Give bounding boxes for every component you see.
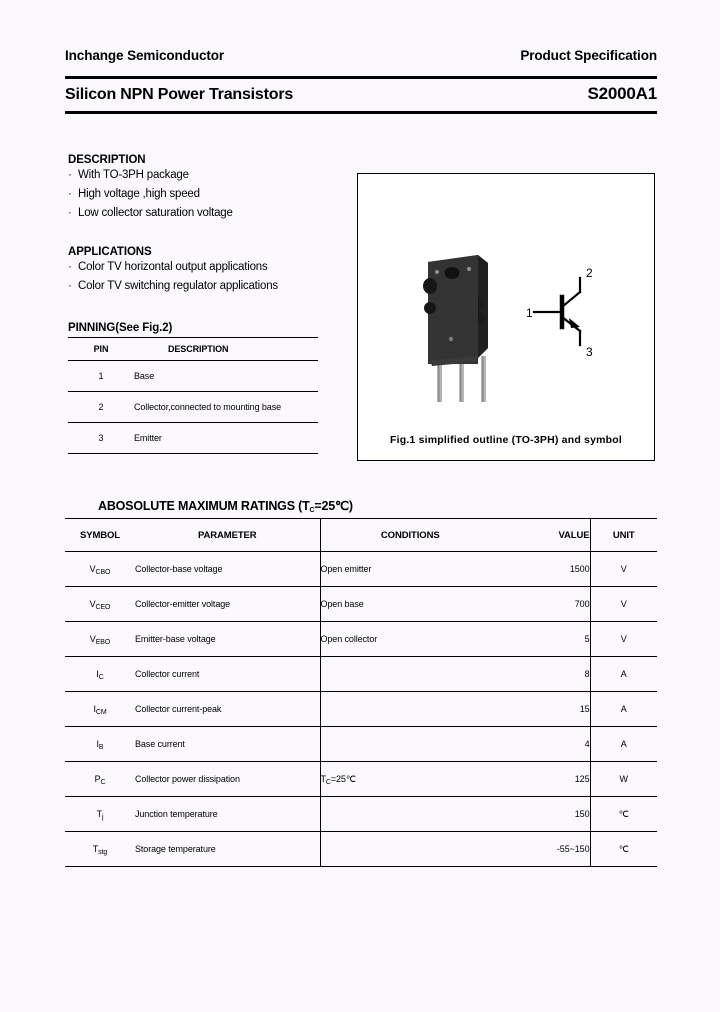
rating-parameter: Emitter-base voltage (135, 622, 320, 657)
table-header-row (65, 519, 657, 552)
pin-number: 3 (68, 423, 134, 454)
symbol-main: I (93, 704, 96, 714)
bullet-icon: · (68, 169, 72, 181)
symbol-main: V (89, 564, 96, 574)
pin-description: Base (134, 370, 155, 381)
symbol-main: T (96, 809, 102, 819)
rating-unit: ℃ (590, 797, 657, 832)
figure-caption: Fig.1 simplified outline (TO-3PH) and symbol (389, 434, 623, 446)
rating-symbol (65, 797, 135, 832)
column-header-conditions: CONDITIONS (320, 519, 500, 552)
conditions-subscript: C (325, 778, 331, 786)
symbol-subscript: stg (98, 849, 108, 856)
mounting-hole (445, 267, 460, 279)
list-item (68, 166, 328, 185)
bullet-icon: · (68, 188, 72, 200)
package-outline-image (416, 252, 512, 404)
figure-panel (357, 173, 655, 461)
symbol-main: I (96, 739, 99, 749)
table-row (68, 423, 318, 454)
symbol-label-emitter: 3 (586, 345, 593, 358)
table-row (65, 727, 657, 762)
title-bar (65, 84, 657, 104)
column-header-pin: PIN (68, 338, 134, 361)
rating-conditions (320, 657, 500, 692)
symbol-main: V (89, 634, 96, 644)
rating-unit: A (590, 727, 657, 762)
list-item (68, 258, 338, 277)
rating-parameter: Junction temperature (135, 797, 320, 832)
applications-section (68, 246, 338, 296)
collector-lead (562, 292, 580, 307)
rating-unit: ℃ (590, 832, 657, 867)
package-tab (424, 302, 436, 314)
applications-heading: APPLICATIONS (68, 246, 152, 258)
rating-symbol (65, 587, 135, 622)
package-highlight (449, 337, 453, 341)
pinning-heading: PINNING(See Fig.2) (68, 322, 173, 334)
pin-description: Emitter (134, 423, 318, 454)
symbol-main: V (89, 599, 96, 609)
description-heading: DESCRIPTION (68, 154, 146, 166)
header-rule-bottom (65, 111, 657, 114)
rating-symbol (65, 657, 135, 692)
table-row (65, 762, 657, 797)
table-row (68, 392, 318, 423)
emitter-arrow-icon (569, 318, 580, 328)
symbol-main: P (94, 774, 101, 784)
symbol-subscript: EBO (95, 639, 111, 646)
symbol-label-collector: 2 (586, 266, 593, 280)
rating-value: 700 (500, 587, 590, 622)
rating-parameter: Collector power dissipation (135, 762, 320, 797)
rating-value: 150 (500, 797, 590, 832)
column-header-parameter: PARAMETER (135, 519, 320, 552)
package-tab (423, 278, 437, 294)
rating-parameter: Collector-emitter voltage (135, 587, 320, 622)
rating-symbol (65, 552, 135, 587)
ratings-section (65, 518, 657, 867)
table-row (65, 692, 657, 727)
package-highlight (467, 267, 471, 271)
document-type: Product Specification (520, 48, 657, 63)
transistor-symbol (526, 266, 618, 358)
table-row (65, 622, 657, 657)
column-header-value: VALUE (500, 519, 590, 552)
rating-unit: W (590, 762, 657, 797)
ratings-heading-prefix: ABOSOLUTE MAXIMUM RATINGS (T (98, 499, 310, 513)
absolute-maximum-ratings-table (65, 518, 657, 867)
table-row (65, 587, 657, 622)
table-row (68, 361, 318, 392)
bullet-icon: · (68, 261, 72, 273)
list-item-label: Color TV horizontal output applications (78, 261, 268, 273)
symbol-subscript: j (101, 814, 104, 821)
company-name: Inchange Semiconductor (65, 48, 225, 63)
header-rule-top (65, 76, 657, 79)
ratings-heading-suffix: =25℃) (314, 499, 353, 513)
rating-conditions (320, 727, 500, 762)
pin-description: Collector,connected to mounting base (134, 392, 318, 423)
rating-conditions (320, 762, 500, 797)
part-number: S2000A1 (587, 84, 657, 103)
list-item (68, 204, 328, 223)
conditions-main: T (320, 773, 326, 784)
list-item (68, 277, 338, 296)
list-item (68, 185, 328, 204)
table-row (65, 797, 657, 832)
rating-value: 125 (500, 762, 590, 797)
rating-symbol (65, 692, 135, 727)
rating-value: 15 (500, 692, 590, 727)
bullet-icon: · (68, 207, 72, 219)
symbol-subscript: B (98, 744, 104, 751)
rating-parameter: Storage temperature (135, 832, 320, 867)
rating-conditions: Open emitter (320, 552, 500, 587)
rating-value: -55~150 (500, 832, 590, 867)
rating-value: 1500 (500, 552, 590, 587)
list-item-label: With TO-3PH package (78, 169, 189, 181)
rating-conditions: Open base (320, 587, 500, 622)
rating-symbol (65, 762, 135, 797)
table-row (65, 657, 657, 692)
rating-symbol (65, 622, 135, 657)
description-section (68, 154, 328, 223)
rating-symbol (65, 727, 135, 762)
symbol-subscript: C (100, 779, 106, 786)
symbol-label-base: 1 (526, 306, 533, 320)
rating-value: 5 (500, 622, 590, 657)
conditions-tail: =25℃ (330, 773, 356, 784)
rating-parameter: Base current (135, 727, 320, 762)
rating-symbol (65, 832, 135, 867)
list-item-label: Color TV switching regulator applications (78, 280, 278, 292)
symbol-subscript: CEO (95, 604, 111, 611)
rating-parameter: Collector current (135, 657, 320, 692)
rating-unit: V (590, 622, 657, 657)
column-header-unit: UNIT (590, 519, 657, 552)
rating-unit: A (590, 692, 657, 727)
list-item-label: High voltage ,high speed (78, 188, 200, 200)
rating-parameter: Collector-base voltage (135, 552, 320, 587)
symbol-subscript: C (98, 674, 104, 681)
symbol-main: I (96, 669, 99, 679)
applications-list (68, 258, 338, 296)
pinning-section (68, 322, 318, 454)
table-row (65, 552, 657, 587)
pin-number: 1 (98, 371, 104, 381)
symbol-subscript: CM (95, 709, 107, 716)
symbol-main: T (92, 844, 99, 854)
document-header (65, 48, 657, 63)
pin-number: 2 (68, 392, 134, 423)
column-header-description: DESCRIPTION (134, 338, 318, 361)
rating-unit: V (590, 552, 657, 587)
package-highlight (435, 270, 439, 274)
list-item-label: Low collector saturation voltage (78, 207, 233, 219)
rating-parameter: Collector current-peak (135, 692, 320, 727)
rating-conditions (320, 692, 500, 727)
rating-value: 8 (500, 657, 590, 692)
page-title: Silicon NPN Power Transistors (65, 86, 294, 103)
table-row (65, 832, 657, 867)
rating-unit: A (590, 657, 657, 692)
description-list (68, 166, 328, 223)
bullet-icon: · (68, 280, 72, 292)
column-header-symbol: SYMBOL (65, 519, 135, 552)
ratings-heading-subscript: C (309, 507, 315, 514)
rating-value: 4 (500, 727, 590, 762)
symbol-subscript: CBO (95, 569, 111, 576)
rating-conditions: Open collector (320, 622, 500, 657)
rating-conditions (320, 797, 500, 832)
rating-conditions (320, 832, 500, 867)
pinning-table (68, 337, 318, 454)
ratings-heading (98, 498, 353, 513)
rating-unit: V (590, 587, 657, 622)
table-header-row (68, 338, 318, 361)
